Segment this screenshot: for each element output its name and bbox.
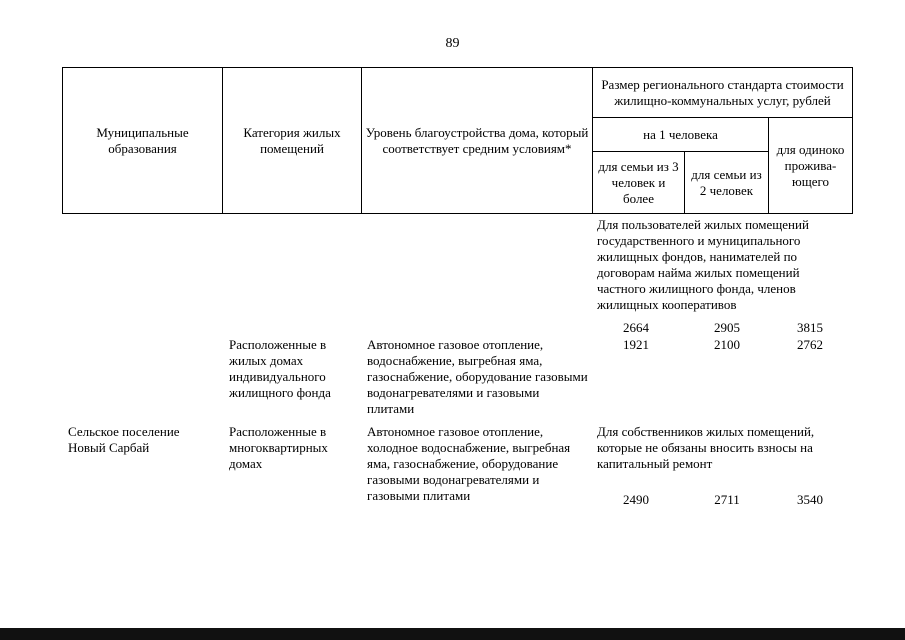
header-single-resident: для одиноко прожива-ющего — [769, 118, 853, 214]
header-standard-size: Размер регионального стандарта стоимости жилищно-коммунальных услуг, рублей — [593, 68, 853, 118]
section-users-heading: Для пользователей жилых помещений государственного и муниципального жилищных фондов, нанимателей по договорам найма жилых помещений частного жилищного фонда, членов жилищных кооперативов — [597, 217, 809, 312]
level-cell: Автономное газовое отопление, водоснабжение, выгребная яма, газоснабжение, оборудование газовыми водонагревателями и газовыми плитами — [367, 337, 588, 416]
page-number: 89 — [445, 36, 460, 51]
value-cell: 2664 — [623, 320, 649, 335]
municipality-name: Сельское поселение Новый Сарбай — [68, 424, 180, 455]
header-family-2: для семьи из 2 человек — [685, 152, 769, 214]
value-cell: 3540 — [797, 492, 823, 507]
value-cell: 2490 — [623, 492, 649, 507]
category-cell: Расположенные в многоквартирных домах — [229, 424, 328, 471]
value-cell: 2100 — [714, 337, 740, 352]
section-owners-heading: Для собственников жилых помещений, которые не обязаны вносить взносы на капитальный ремонт — [597, 424, 815, 471]
header-municipality: Муниципальные образования — [63, 68, 223, 214]
value-cell: 2762 — [797, 337, 823, 352]
value-cell: 3815 — [797, 320, 823, 335]
header-level: Уровень благоустройства дома, который соответствует средним условиям* — [362, 68, 593, 214]
header-category: Категория жилых помещений — [223, 68, 362, 214]
level-cell: Автономное газовое отопление, холодное водоснабжение, выгребная яма, газоснабжение, оборудование газовыми водонагревателями и газовыми плитами — [367, 424, 571, 503]
table-header — [62, 67, 853, 214]
value-cell: 1921 — [623, 337, 649, 352]
value-cell: 2711 — [714, 492, 740, 507]
scan-bottom-border — [0, 628, 905, 640]
value-cell: 2905 — [714, 320, 740, 335]
header-per-person: на 1 человека — [593, 118, 769, 152]
header-family-3: для семьи из 3 человек и более — [593, 152, 685, 214]
category-cell: Расположенные в жилых домах индивидуального жилищного фонда — [229, 337, 331, 400]
